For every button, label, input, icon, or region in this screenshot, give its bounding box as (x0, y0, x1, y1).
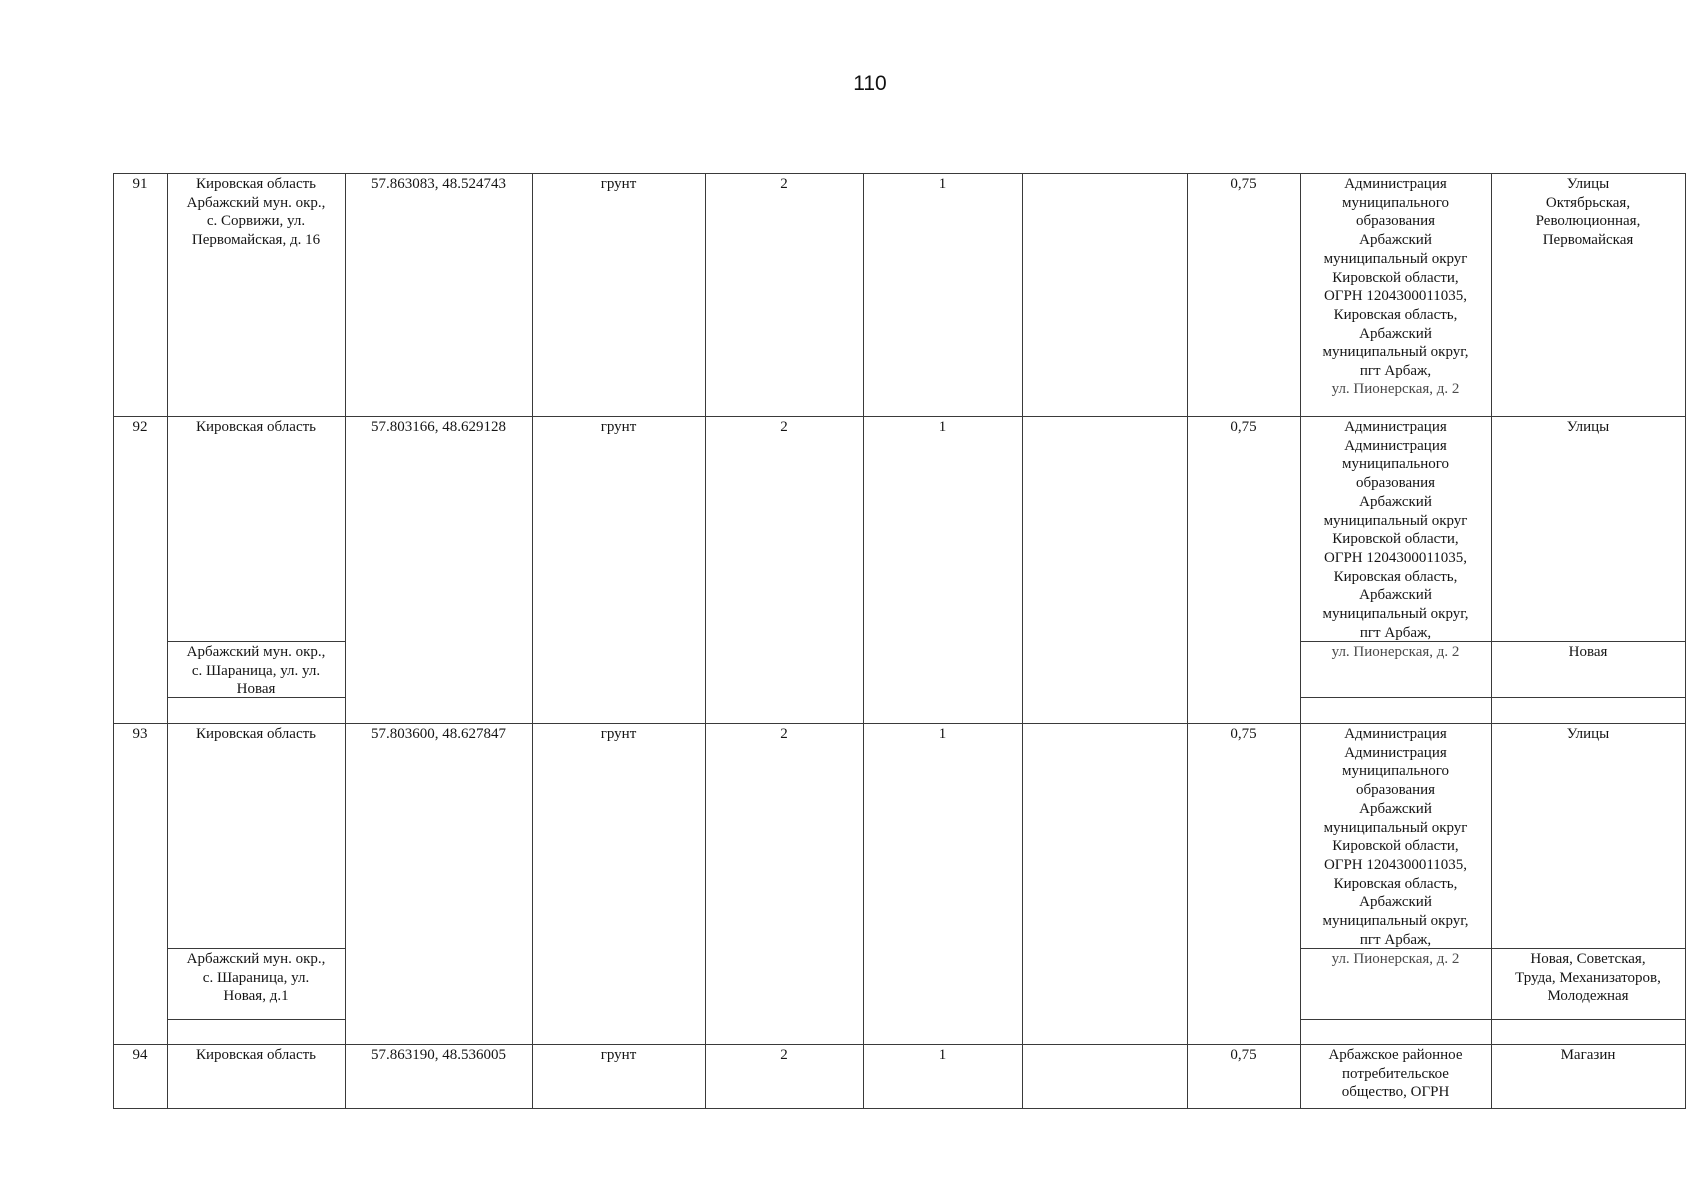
served-streets-cell: Улицы (1566, 726, 1610, 742)
address-cell: Кировская область (195, 1047, 316, 1063)
subrow-separator (1300, 1019, 1686, 1020)
table-border-top (113, 173, 1686, 174)
owner-cell: Администрация муниципального образования Арбажский муниципальный округ Кировской области, ОГРН 1204300011035, Кировская область, Арбажский муниципальный округ, пгт Арбаж, (1322, 176, 1469, 380)
column-5-cell: 2 (780, 419, 788, 435)
column-6-cell: 1 (938, 176, 947, 192)
coordinates-cell: 57.803600, 48.627847 (371, 726, 506, 742)
owner-address-cell: ул. Пионерская, д. 2 (1331, 951, 1460, 967)
column-8-cell: 0,75 (1230, 726, 1257, 742)
subrow-separator (167, 641, 345, 642)
coordinates-cell: 57.863190, 48.536005 (371, 1047, 506, 1063)
surface-cell: грунт (600, 419, 637, 435)
column-5-cell: 2 (780, 1047, 788, 1063)
row-number: 93 (132, 726, 148, 742)
surface-cell: грунт (600, 176, 637, 192)
page-number: 110 (853, 72, 887, 95)
column-border (113, 173, 114, 1109)
column-8-cell: 0,75 (1230, 1047, 1257, 1063)
row-separator (113, 723, 1686, 724)
row-separator (113, 416, 1686, 417)
owner-address-cell: ул. Пионерская, д. 2 (1331, 381, 1460, 397)
owner-address-cell: ул. Пионерская, д. 2 (1331, 644, 1460, 660)
served-streets-cell: Улицы Октябрьская, Революционная, Первомайская (1535, 176, 1641, 249)
column-6-cell: 1 (938, 1047, 947, 1063)
served-streets-detail-cell: Новая, Советская, Труда, Механизаторов, Молодежная (1515, 951, 1661, 1005)
subrow-separator (167, 1019, 345, 1020)
surface-cell: грунт (600, 1047, 637, 1063)
column-border (1187, 173, 1188, 1109)
address-cell: Кировская область (195, 419, 316, 435)
subrow-separator (167, 948, 345, 949)
column-border (345, 173, 346, 1109)
column-border (705, 173, 706, 1109)
column-5-cell: 2 (780, 726, 788, 742)
column-8-cell: 0,75 (1230, 419, 1257, 435)
address-cell: Кировская область (195, 726, 316, 742)
data-table (113, 173, 1686, 1109)
column-border (532, 173, 533, 1109)
table-border-right (1685, 173, 1686, 1109)
surface-cell: грунт (600, 726, 637, 742)
column-border (1022, 173, 1023, 1109)
column-6-cell: 1 (938, 726, 947, 742)
served-streets-cell: Улицы (1566, 419, 1610, 435)
column-5-cell: 2 (780, 176, 788, 192)
row-number: 94 (132, 1047, 148, 1063)
owner-cell: Администрация Администрация муниципального образования Арбажский муниципальный округ Кировской области, ОГРН 1204300011035, Кировская область, Арбажский муниципальный округ, пгт Арбаж, (1322, 726, 1469, 948)
address-detail-cell: Арбажский мун. окр., с. Шараница, ул. Новая, д.1 (186, 951, 326, 1005)
address-detail-cell: Арбажский мун. окр., с. Шараница, ул. ул. Новая (186, 644, 326, 698)
row-number: 91 (132, 176, 148, 192)
column-8-cell: 0,75 (1230, 176, 1257, 192)
row-separator (113, 1044, 1686, 1045)
owner-cell: Арбажское районное потребительское общество, ОГРН (1328, 1047, 1463, 1101)
address-cell: Кировская область Арбажский мун. окр., с. Сорвижи, ул. Первомайская, д. 16 (186, 176, 326, 249)
served-streets-detail-cell: Новая (1568, 644, 1608, 660)
subrow-separator (1300, 697, 1686, 698)
column-6-cell: 1 (938, 419, 947, 435)
coordinates-cell: 57.863083, 48.524743 (371, 176, 506, 192)
owner-cell: Администрация Администрация муниципального образования Арбажский муниципальный округ Кировской области, ОГРН 1204300011035, Кировская область, Арбажский муниципальный округ, пгт Арбаж, (1322, 419, 1469, 641)
column-border (863, 173, 864, 1109)
row-number: 92 (132, 419, 148, 435)
served-streets-cell: Магазин (1560, 1047, 1616, 1063)
table-border-bottom (113, 1108, 1686, 1109)
coordinates-cell: 57.803166, 48.629128 (371, 419, 506, 435)
